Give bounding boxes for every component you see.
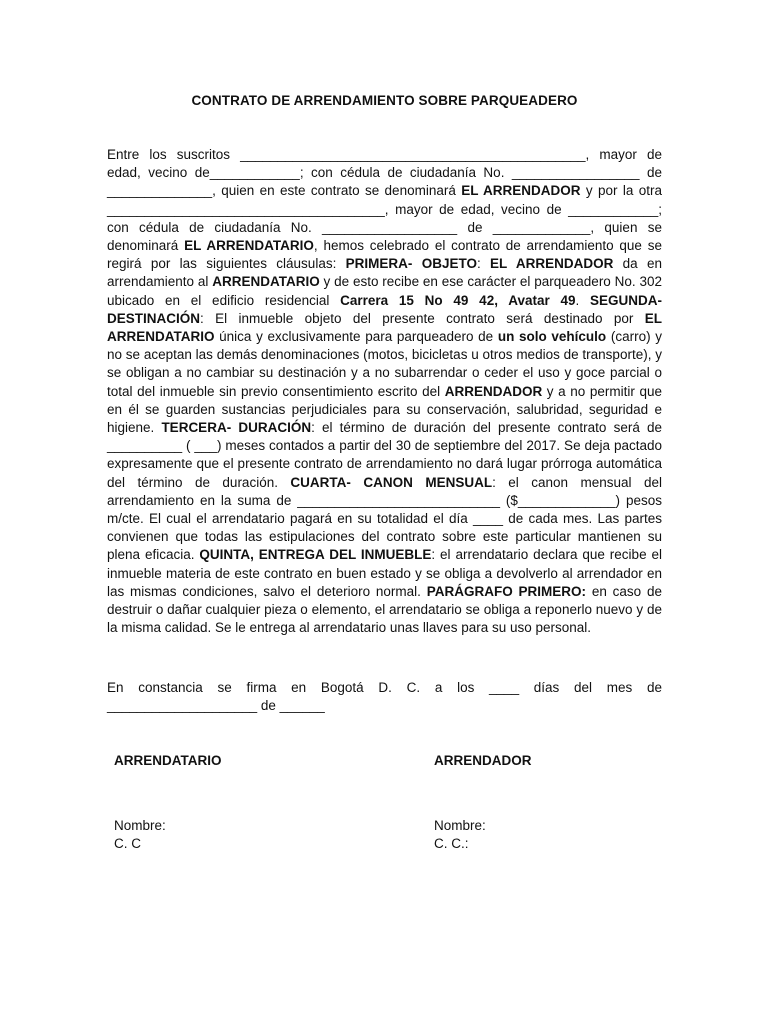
document-title: CONTRATO DE ARRENDAMIENTO SOBRE PARQUEADERO xyxy=(191,93,578,108)
clause-text: Entre los suscritos ______________________________________________, mayor de edad, vecino de____________; con cédula de ciudadanía No. _________________ de ______________, quien en este contrato se denominará xyxy=(107,147,662,199)
bold-clause-text: PARÁGRAFO PRIMERO: xyxy=(426,583,587,599)
clause-text: da en arrendamiento al xyxy=(107,256,662,290)
clause-text: única y exclusivamente para parqueadero de xyxy=(214,329,498,345)
clause-text: : el término de duración del presente contrato será de __________ ( ___) meses contados a partir del 30 de septiembre del 2017. Se deja pactado expresamente que el presente contrato de arrendamiento no dará lugar prórroga automática del término de duración. xyxy=(107,420,662,490)
clause-text: : xyxy=(476,256,491,272)
clause-text: : el arrendatario declara que recibe el inmueble materia de este contrato en buen estado y se obliga a devolverlo al arrendador en las mismas condiciones, salvo el deterioro normal. xyxy=(107,547,662,599)
bold-clause-text: SEGUNDA- DESTINACIÓN xyxy=(107,292,662,326)
arrendatario-nombre-label: Nombre: xyxy=(114,818,166,833)
bold-clause-text: un solo vehículo xyxy=(497,329,607,345)
bold-clause-text: EL ARRENDADOR xyxy=(461,183,581,199)
clause-text: : El inmueble objeto del presente contrato será destinado por xyxy=(200,310,645,326)
bold-clause-text: CUARTA- CANON MENSUAL xyxy=(290,474,493,490)
bold-clause-text: ARRENDATARIO xyxy=(212,274,320,290)
bold-clause-text: Carrera 15 No 49 42, Avatar 49 xyxy=(340,292,576,308)
signature-heading-arrendador: ARRENDADOR xyxy=(434,753,532,768)
closing-paragraph: En constancia se firma en Bogotá D. C. a los ____ días del mes de ____________________ de ______ xyxy=(107,680,662,714)
clause-text: , hemos celebrado el contrato de arrendamiento que se regirá por las siguientes cláusulas: xyxy=(107,238,662,272)
bold-clause-text: EL ARRENDATARIO xyxy=(107,310,662,345)
arrendador-nombre-label: Nombre: xyxy=(434,818,486,833)
clause-text: y de esto recibe en ese carácter el parqueadero No. 302 ubicado en el edificio residencial xyxy=(107,274,663,308)
bold-clause-text: EL ARRENDADOR xyxy=(490,256,614,272)
clause-text: (carro) y no se aceptan las demás denominaciones (motos, bicicletas u otros medios de transporte), y se obligan a no cambiar su destinación y a no subarrendar o ceder el uso y goce parcial o total del inmueble sin previo consentimiento escrito del xyxy=(107,329,663,399)
bold-clause-text: EL ARRENDATARIO xyxy=(184,238,314,254)
arrendador-cc-label: C. C.: xyxy=(434,836,469,851)
bold-clause-text: QUINTA, ENTREGA DEL INMUEBLE xyxy=(199,547,432,563)
bold-clause-text: PRIMERA- OBJETO xyxy=(345,256,477,272)
contract-body xyxy=(107,146,662,637)
bold-clause-text: ARRENDADOR xyxy=(444,383,543,399)
clause-text: y a no permitir que en él se guarden sustancias perjudiciales para su conservación, salubridad, seguridad e higiene. xyxy=(107,383,662,436)
clause-text: : el canon mensual del arrendamiento en la suma de ___________________________ ($_____________) pesos m/cte. El cual el arrendatario pagará en su totalidad el día ____ de cada mes. Las partes convienen que todas las estipulaciones del contrato sobre este particular mantienen su plena eficacia. xyxy=(107,474,662,563)
clause-text: en caso de destruir o dañar cualquier pieza o elemento, el arrendatario se obliga a reponerlo nuevo y de la misma calidad. Se le entrega al arrendatario unas llaves para su uso personal. xyxy=(107,583,662,636)
bold-clause-text: TERCERA- DURACIÓN xyxy=(161,420,312,436)
arrendatario-cc-label: C. C xyxy=(114,836,141,851)
signature-heading-arrendatario: ARRENDATARIO xyxy=(114,753,222,768)
clause-text: . xyxy=(575,292,590,308)
clause-text: y por la otra _____________________________________, mayor de edad, vecino de ____________; con cédula de ciudadanía No. __________________ de _____________, quien se denominará xyxy=(107,183,662,254)
